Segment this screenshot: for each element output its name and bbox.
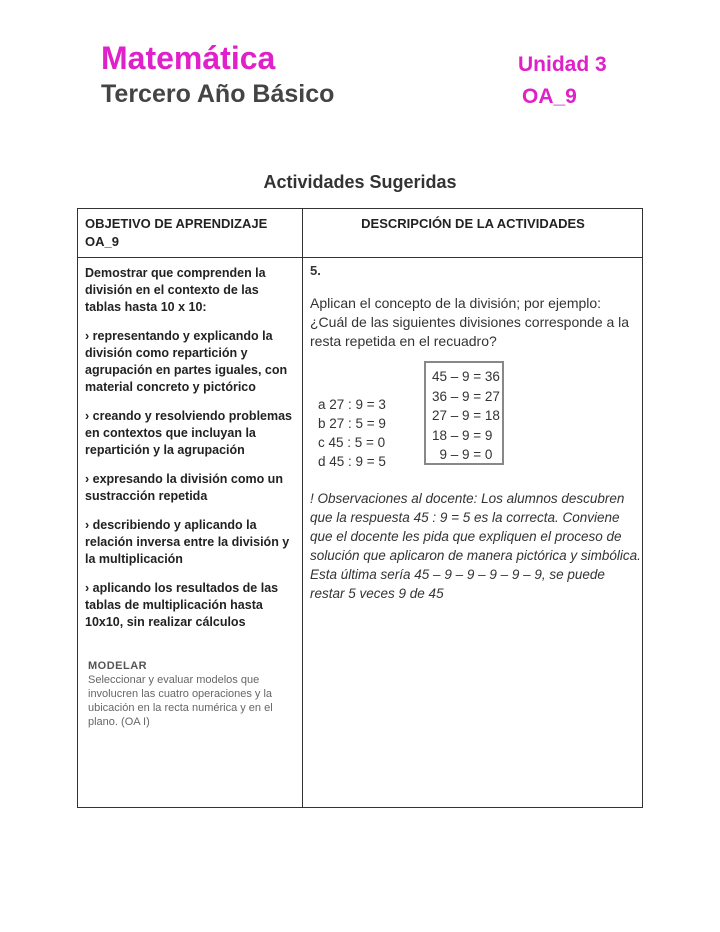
- header-objective: OBJETIVO DE APRENDIZAJE OA_9: [85, 216, 268, 249]
- option-d: d 45 : 9 = 5: [318, 454, 386, 469]
- header-description: DESCRIPCIÓN DE LA ACTIVIDADES: [361, 216, 585, 231]
- subject-title: Matemática: [101, 40, 276, 76]
- objective-item: › representando y explicando la división como repartición y agrupación en partes iguales, con material concreto y pictórico: [85, 329, 288, 394]
- activities-table: [77, 208, 643, 808]
- modelar-text: Seleccionar y evaluar modelos que involucren las cuatro operaciones y la ubicación en la recta numérica y en el plano. (OA I): [88, 674, 273, 728]
- objective-item: › expresando la división como un sustracción repetida: [85, 472, 283, 503]
- box-line: 36 – 9 = 27: [432, 388, 500, 404]
- unit-label: Unidad 3: [518, 53, 607, 76]
- objective-item: › describiendo y aplicando la relación inversa entre la división y la multiplicación: [85, 518, 290, 566]
- objective-intro: Demostrar que comprenden la división en el contexto de las tablas hasta 10 x 10:: [85, 266, 266, 314]
- option-b: b 27 : 5 = 9: [318, 416, 386, 431]
- teacher-observation: ! Observaciones al docente: Los alumnos descubren que la respuesta 45 : 9 = 5 es la correcta. Conviene que el docente les pida que expliquen el proceso de solución que aplicaron de manera pictórica y simbólica. Esta última sería 45 – 9 – 9 – 9 – 9 – 9, se puede restar 5 veces 9 de 45: [310, 491, 641, 601]
- grade-title: Tercero Año Básico: [101, 80, 335, 108]
- box-line: 9 – 9 = 0: [432, 447, 493, 462]
- box-line: 18 – 9 = 9: [432, 427, 493, 443]
- oa-label: OA_9: [522, 85, 577, 108]
- option-a: a 27 : 9 = 3: [318, 397, 386, 412]
- objective-item: › creando y resolviendo problemas en contextos que incluyan la repartición y la agrupación: [85, 409, 293, 457]
- column-divider: [302, 209, 303, 807]
- header-divider: [78, 257, 642, 258]
- objective-item: › aplicando los resultados de las tablas de multiplicación hasta 10x10, sin realizar cálculos: [85, 581, 279, 629]
- modelar-title: MODELAR: [88, 660, 148, 672]
- box-line: 27 – 9 = 18: [432, 408, 500, 423]
- division-options: [318, 395, 386, 471]
- description-column: [310, 261, 640, 351]
- option-c: c 45 : 5 = 0: [318, 435, 386, 450]
- section-title: Actividades Sugeridas: [263, 172, 457, 192]
- objective-column: [85, 265, 297, 643]
- activity-question: Aplican el concepto de la división; por ejemplo: ¿Cuál de las siguientes divisiones corresponde a la resta repetida en el recuadro?: [310, 295, 630, 349]
- box-line: 45 – 9 = 36: [432, 369, 500, 384]
- activity-number: 5.: [310, 263, 321, 278]
- subtraction-box: [424, 361, 504, 465]
- modelar-note: [88, 659, 288, 729]
